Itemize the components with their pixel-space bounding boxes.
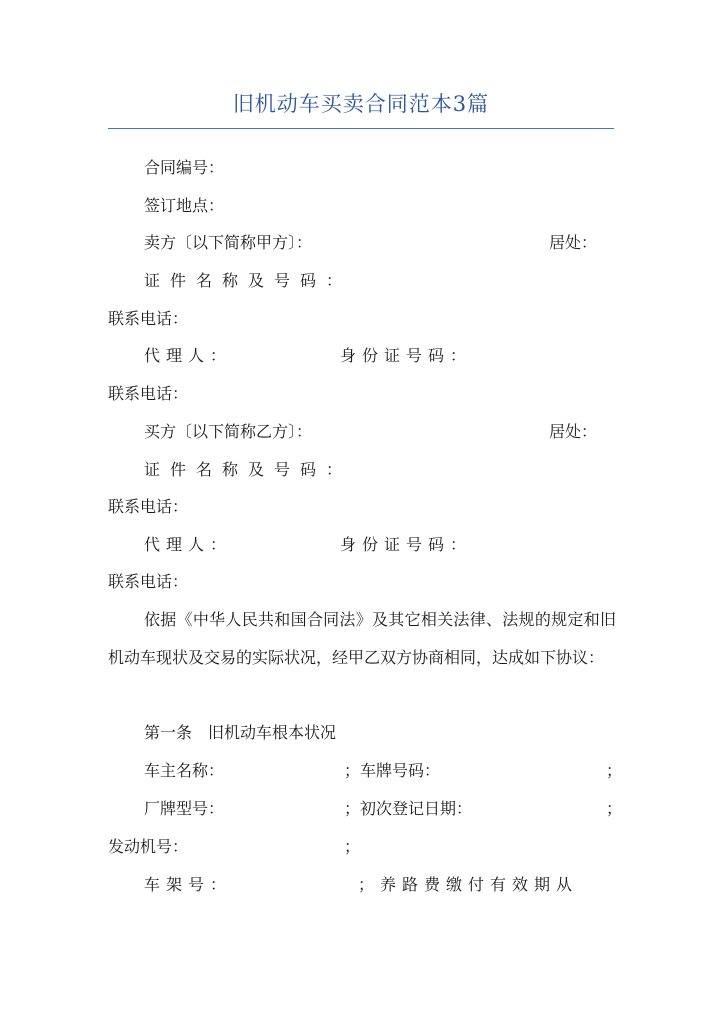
road-fee-label: ；养路费缴付有效期从 — [358, 875, 579, 894]
plate-number-label: ；车牌号码： — [344, 761, 441, 780]
seller-address-label: 居处： — [549, 233, 598, 252]
title-underline — [108, 128, 614, 129]
engine-number-label: 发动机号： — [108, 837, 189, 856]
seller-agent-phone-label: 联系电话： — [108, 384, 189, 403]
seller-agent-id-label: 身份证号码： — [340, 346, 473, 365]
frame-number-label: 车架号： — [144, 875, 233, 894]
seller-agent-label: 代理人： — [144, 346, 233, 365]
plate-number-end: ； — [606, 761, 623, 780]
buyer-agent-label: 代理人： — [144, 535, 233, 554]
buyer-address-label: 居处： — [549, 422, 598, 441]
first-registration-end: ； — [606, 799, 623, 818]
sign-place-label: 签订地点： — [144, 196, 225, 215]
buyer-agent-phone-label: 联系电话： — [108, 572, 189, 591]
seller-phone-label: 联系电话： — [108, 309, 189, 328]
owner-name-label: 车主名称： — [144, 761, 225, 780]
document-title: 旧机动车买卖合同范本3篇 — [232, 92, 490, 116]
buyer-agent-id-label: 身份证号码： — [340, 535, 473, 554]
first-registration-label: ；初次登记日期： — [344, 799, 473, 818]
buyer-phone-label: 联系电话： — [108, 497, 189, 516]
seller-label: 卖方〔以下简称甲方〕： — [144, 233, 313, 252]
model-label: 厂牌型号： — [144, 799, 225, 818]
buyer-label: 买方〔以下简称乙方〕： — [144, 422, 313, 441]
intro-paragraph: 依据《中华人民共和国合同法》及其它相关法律、法规的规定和旧机动车现状及交易的实际状况，经甲乙双方协商相同，达成如下协议： — [108, 610, 616, 667]
article1-heading: 第一条 旧机动车根本状况 — [144, 723, 337, 742]
contract-number-label: 合同编号： — [144, 158, 225, 177]
buyer-id-doc-label: 证件名称及号码： — [144, 460, 353, 479]
seller-id-doc-label: 证件名称及号码： — [144, 271, 353, 290]
engine-number-end: ； — [344, 837, 361, 856]
